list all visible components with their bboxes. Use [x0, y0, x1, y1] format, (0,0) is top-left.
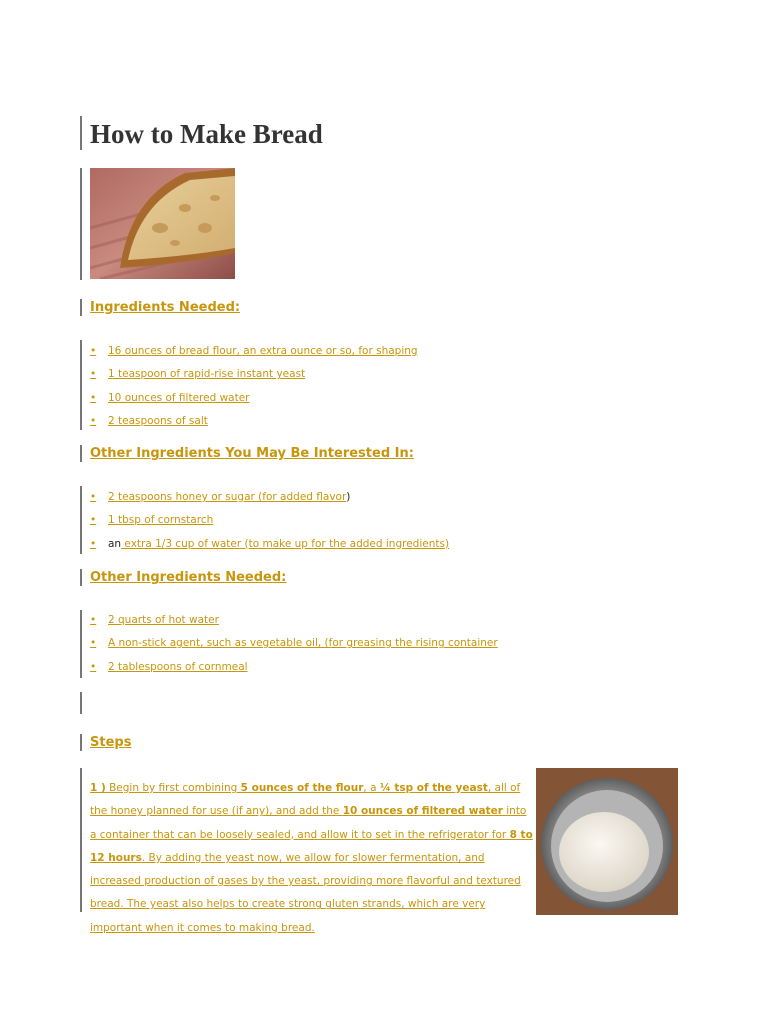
dough-bowl-photo-icon [536, 768, 678, 915]
bullet-icon: • [90, 391, 97, 404]
step-1-text[interactable]: 1 ) Begin by first combining 5 ounces of the flour, a ¼ tsp of the yeast, all of the honey planned for use (if any), and add the 10 ounces of filtered water into a container that can be loosely sealed, and allow it to set in the refrigerator for 8 to 12 hours. By adding the yeast now, we allow for slower fermentation, and increased production of gases by the yeast, providing more flavorful and textured bread. The yeast also helps to create strong gluten strands, which are very important when it comes to making bread. [90, 782, 533, 934]
list-item[interactable]: • 2 tablespoons of cornmeal [90, 660, 248, 673]
bullet-icon: • [90, 660, 97, 673]
margin-bar [80, 445, 82, 462]
margin-bar [80, 734, 82, 751]
other-ingredients-heading[interactable]: Other Ingredients Needed: [90, 570, 287, 585]
other-ingredients-list [90, 612, 498, 682]
list-item[interactable]: • an extra 1/3 cup of water (to make up for the added ingredients) [90, 537, 450, 550]
list-item[interactable]: • 16 ounces of bread flour, an extra ounce or so, for shaping [90, 345, 418, 357]
list-item[interactable]: • 1 teaspoon of rapid-rise instant yeast [90, 368, 306, 381]
list-item[interactable]: • 2 quarts of hot water [90, 614, 219, 626]
bullet-icon: • [90, 637, 97, 650]
bread-photo-icon [90, 168, 235, 279]
margin-bar [80, 299, 82, 316]
page-title: How to Make Bread [90, 119, 323, 149]
margin-bar [80, 569, 82, 586]
bullet-icon: • [90, 537, 97, 550]
bullet-icon: • [90, 368, 97, 381]
bullet-icon: • [90, 491, 97, 503]
bullet-icon: • [90, 345, 97, 357]
ingredients-heading[interactable]: Ingredients Needed: [90, 300, 241, 315]
bullet-icon: • [90, 414, 97, 427]
margin-bar [80, 610, 82, 678]
ingredients-list [90, 343, 418, 436]
list-item[interactable]: • A non-stick agent, such as vegetable oil, (for greasing the rising container [90, 637, 498, 650]
margin-bar [80, 486, 82, 554]
bullet-icon: • [90, 614, 97, 626]
margin-bar [80, 340, 82, 430]
bullet-icon: • [90, 514, 97, 527]
list-item[interactable]: • 2 teaspoons honey or sugar (for added flavor) [90, 491, 351, 503]
optional-ingredients-heading[interactable]: Other Ingredients You May Be Interested In: [90, 446, 414, 461]
list-item[interactable]: • 1 tbsp of cornstarch [90, 514, 214, 527]
margin-bar [80, 116, 82, 150]
margin-bar [80, 692, 82, 714]
margin-bar [80, 168, 82, 280]
margin-bar [80, 768, 82, 912]
list-item[interactable]: • 2 teaspoons of salt [90, 414, 208, 427]
list-item[interactable]: • 10 ounces of filtered water [90, 391, 250, 404]
steps-heading[interactable]: Steps [90, 735, 132, 750]
dough-image [536, 768, 678, 915]
bread-image [90, 168, 235, 279]
optional-ingredients-list [90, 489, 449, 559]
